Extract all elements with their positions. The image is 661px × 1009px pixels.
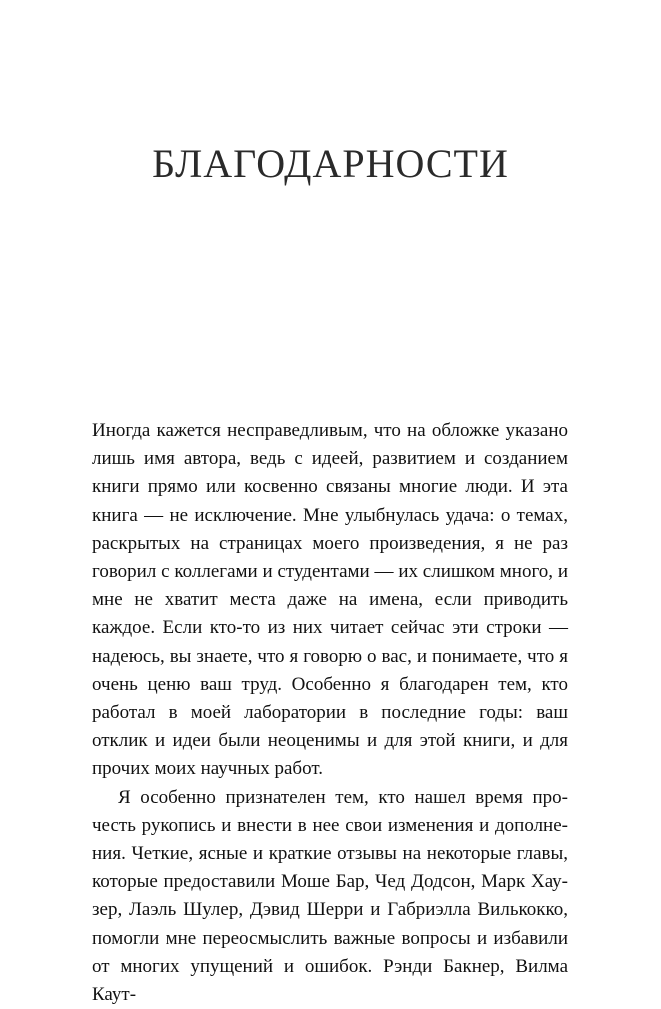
chapter-body [92, 417, 568, 1009]
chapter-title: БЛАГОДАРНОСТИ [152, 141, 509, 186]
paragraph-1: Иногда кажется несправедливым, что на обложке указано лишь имя автора, ведь с идеей, развитием и созданием книги прямо или косвенно связаны многие люди. И эта книга — не исключение. Мне улыбнулась удача: о темах, раскрытых на страницах моего произведения, я не раз говорил с коллегами и студентами — их слишком много, и мне не хватит места даже на имена, если приводить каждое. Если кто-то из них читает сейчас эти строки — надеюсь, вы знаете, что я говорю о вас, и понимаете, что я очень ценю ваш труд. Особенно я благодарен тем, кто работал в моей лаборатории в последние годы: ваш отклик и идеи были неоценимы и для этой книги, и для прочих моих научных работ. [92, 420, 568, 780]
paragraph-2: Я особенно признателен тем, кто нашел время прочесть рукопись и внести в нее свои изменения и дополнения. Четкие, ясные и краткие отзывы на некоторые главы, которые предоставили Моше Бар, Чед Додсон, Марк Хаузер, Лаэль Шулер, Дэвид Шерри и Габриэлла Вилькокко, помогли мне переосмыслить важные вопросы и избавили от многих упущений и ошибок. Рэнди Бакнер, Вилма Каут- [92, 786, 568, 1006]
